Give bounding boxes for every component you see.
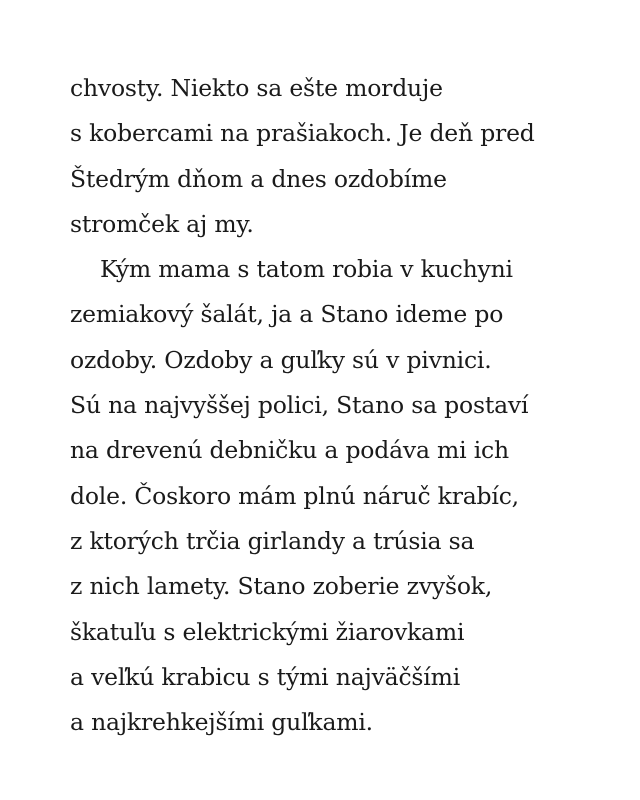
text-line: ozdoby. Ozdoby a guľky sú v pivnici. xyxy=(70,345,492,374)
text-line: Sú na najvyššej polici, Stano sa postaví xyxy=(70,391,529,420)
text-line: stromček aj my. xyxy=(70,209,254,238)
text-line: škatuľu s elektrickými žiarovkami xyxy=(70,617,465,646)
text-line: z nich lamety. Stano zoberie zvyšok, xyxy=(70,572,493,601)
text-line: chvosty. Niekto sa ešte morduje xyxy=(70,74,443,102)
text-line: dole. Čoskoro mám plnú náruč krabíc, xyxy=(70,481,519,510)
text-line: zemiakový šalát, ja a Stano ideme po xyxy=(70,300,504,329)
paragraph-start-line: Kým mama s tatom robia v kuchyni xyxy=(100,255,513,284)
text-line: a veľkú krabicu s tými najväčšími xyxy=(70,662,461,691)
text-line: s kobercami na prašiakoch. Je deň pred xyxy=(70,119,535,148)
text-line: na drevenú debničku a podáva mi ich xyxy=(70,436,509,465)
body-text xyxy=(70,66,630,745)
text-line: z ktorých trčia girlandy a trúsia sa xyxy=(70,526,475,555)
text-line: a najkrehkejšími guľkami. xyxy=(70,708,373,737)
text-line: Štedrým dňom a dnes ozdobíme xyxy=(70,164,447,193)
